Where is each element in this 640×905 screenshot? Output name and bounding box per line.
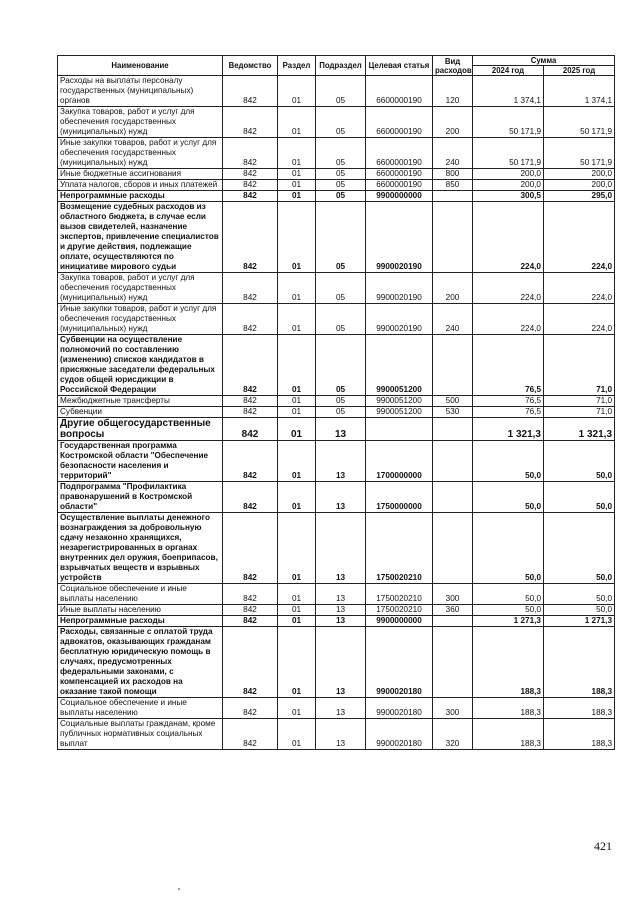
cell-name: Иные выплаты населению [58,605,223,616]
cell-sum-2025: 1 271,3 [544,616,615,627]
table-row [58,627,615,698]
col-2024-header: 2024 год [473,66,544,76]
cell-podrazdel: 13 [316,513,366,584]
cell-razdel: 01 [278,482,316,513]
cell-tselevaya: 1750020210 [366,584,433,605]
cell-vid [433,191,473,202]
budget-document [57,55,614,750]
cell-sum-2024: 76,5 [473,407,544,418]
cell-tselevaya: 9900020190 [366,273,433,304]
table-row [58,407,615,418]
table-row [58,513,615,584]
cell-vid: 300 [433,698,473,719]
cell-razdel: 01 [278,616,316,627]
cell-razdel: 01 [278,627,316,698]
cell-vedomstvo: 842 [223,138,278,169]
cell-vid [433,627,473,698]
cell-sum-2025: 50 171,9 [544,138,615,169]
table-row [58,719,615,750]
col-summa-header: Сумма [473,56,615,66]
cell-sum-2024: 50 171,9 [473,107,544,138]
cell-razdel: 01 [278,180,316,191]
cell-name: Закупка товаров, работ и услуг для обеспечения государственных (муниципальных) нужд [58,107,223,138]
table-row [58,605,615,616]
cell-podrazdel: 13 [316,605,366,616]
cell-name: Субвенции на осуществление полномочий по составлению (изменению) списков кандидатов в присяжные заседатели федеральных судов общей юрисдикции в Российской Федерации [58,335,223,396]
table-header [58,56,615,76]
cell-sum-2024: 224,0 [473,202,544,273]
cell-vid [433,482,473,513]
cell-name: Иные бюджетные ассигнования [58,169,223,180]
cell-vedomstvo: 842 [223,76,278,107]
cell-sum-2025: 224,0 [544,202,615,273]
budget-table [57,55,615,750]
cell-vedomstvo: 842 [223,627,278,698]
cell-tselevaya: 6600000190 [366,169,433,180]
cell-vid: 530 [433,407,473,418]
cell-name: Государственная программа Костромской области "Обеспечение безопасности населения и территорий" [58,441,223,482]
cell-sum-2025: 188,3 [544,627,615,698]
table-body [58,76,615,750]
cell-podrazdel: 13 [316,482,366,513]
cell-tselevaya: 9900020180 [366,698,433,719]
cell-vid: 800 [433,169,473,180]
cell-vedomstvo: 842 [223,304,278,335]
cell-name: Социальные выплаты гражданам, кроме публичных нормативных социальных выплат [58,719,223,750]
cell-name: Осуществление выплаты денежного вознаграждения за добровольную сдачу незаконно хранящихся, незарегистрированных в органах внутренних дел оружия, боеприпасов, взрывчатых веществ и взрывных устройств [58,513,223,584]
cell-tselevaya: 9900020180 [366,719,433,750]
cell-vedomstvo: 842 [223,335,278,396]
col-vedomstvo-header: Ведомство [223,56,278,76]
cell-razdel: 01 [278,418,316,441]
cell-name: Субвенции [58,407,223,418]
cell-vid: 320 [433,719,473,750]
table-row [58,180,615,191]
cell-tselevaya: 1750020210 [366,513,433,584]
cell-sum-2024: 50,0 [473,441,544,482]
cell-tselevaya: 9900020190 [366,202,433,273]
cell-sum-2025: 200,0 [544,169,615,180]
cell-sum-2024: 224,0 [473,273,544,304]
cell-tselevaya: 1750020210 [366,605,433,616]
cell-vedomstvo: 842 [223,698,278,719]
cell-razdel: 01 [278,584,316,605]
cell-sum-2025: 50,0 [544,482,615,513]
cell-razdel: 01 [278,169,316,180]
cell-sum-2024: 1 321,3 [473,418,544,441]
table-row [58,616,615,627]
cell-sum-2024: 188,3 [473,719,544,750]
col-tselevaya-header: Целевая статья [366,56,433,76]
cell-name: Иные закупки товаров, работ и услуг для обеспечения государственных (муниципальных) нужд [58,138,223,169]
cell-podrazdel: 05 [316,180,366,191]
cell-vedomstvo: 842 [223,418,278,441]
cell-name: Возмещение судебных расходов из областного бюджета, в случае если вызов свидетелей, назначение экспертов, привлечение специалистов и другие действия, подлежащие оплате, осуществляются по инициативе мирового судьи [58,202,223,273]
col-name-header: Наименование [58,56,223,76]
cell-vid [433,616,473,627]
cell-podrazdel: 05 [316,335,366,396]
cell-sum-2025: 188,3 [544,719,615,750]
cell-vid: 240 [433,304,473,335]
cell-sum-2024: 188,3 [473,627,544,698]
cell-sum-2024: 1 271,3 [473,616,544,627]
cell-sum-2024: 50,0 [473,584,544,605]
cell-vedomstvo: 842 [223,441,278,482]
cell-vedomstvo: 842 [223,719,278,750]
cell-vid: 200 [433,107,473,138]
cell-sum-2024: 50,0 [473,513,544,584]
cell-name: Социальное обеспечение и иные выплаты населению [58,698,223,719]
cell-name: Другие общегосударственные вопросы [58,418,223,441]
cell-name: Непрограммные расходы [58,191,223,202]
cell-vedomstvo: 842 [223,584,278,605]
cell-vid [433,441,473,482]
cell-name: Непрограммные расходы [58,616,223,627]
cell-razdel: 01 [278,719,316,750]
cell-razdel: 01 [278,441,316,482]
page-number: 421 [594,839,612,853]
cell-name: Иные закупки товаров, работ и услуг для обеспечения государственных (муниципальных) нужд [58,304,223,335]
cell-sum-2025: 71,0 [544,335,615,396]
cell-tselevaya: 6600000190 [366,180,433,191]
cell-tselevaya: 9900020190 [366,304,433,335]
cell-tselevaya: 9900020180 [366,627,433,698]
cell-sum-2025: 50,0 [544,441,615,482]
cell-sum-2025: 295,0 [544,191,615,202]
table-row [58,482,615,513]
table-row [58,335,615,396]
cell-sum-2024: 50,0 [473,605,544,616]
cell-name: Социальное обеспечение и иные выплаты населению [58,584,223,605]
table-row [58,584,615,605]
cell-podrazdel: 05 [316,191,366,202]
cell-podrazdel: 13 [316,616,366,627]
cell-razdel: 01 [278,76,316,107]
cell-podrazdel: 05 [316,273,366,304]
cell-vid [433,335,473,396]
cell-sum-2025: 50,0 [544,584,615,605]
cell-vid: 200 [433,273,473,304]
cell-sum-2024: 50 171,9 [473,138,544,169]
table-row [58,76,615,107]
table-row [58,191,615,202]
cell-tselevaya: 6600000190 [366,107,433,138]
cell-vedomstvo: 842 [223,396,278,407]
cell-podrazdel: 05 [316,396,366,407]
cell-sum-2025: 50,0 [544,605,615,616]
cell-vedomstvo: 842 [223,616,278,627]
cell-sum-2024: 200,0 [473,180,544,191]
cell-razdel: 01 [278,191,316,202]
cell-razdel: 01 [278,273,316,304]
cell-sum-2025: 1 374,1 [544,76,615,107]
cell-tselevaya: 9900051200 [366,396,433,407]
cell-vedomstvo: 842 [223,180,278,191]
table-row [58,169,615,180]
cell-vedomstvo: 842 [223,191,278,202]
table-row [58,273,615,304]
cell-razdel: 01 [278,304,316,335]
cell-tselevaya: 1750000000 [366,482,433,513]
cell-sum-2025: 71,0 [544,407,615,418]
cell-razdel: 01 [278,396,316,407]
cell-vedomstvo: 842 [223,407,278,418]
cell-vid: 850 [433,180,473,191]
cell-sum-2024: 76,5 [473,335,544,396]
cell-podrazdel: 05 [316,76,366,107]
cell-tselevaya: 9900051200 [366,407,433,418]
cell-tselevaya: 9900000000 [366,616,433,627]
table-row [58,138,615,169]
cell-tselevaya: 9900000000 [366,191,433,202]
cell-podrazdel: 13 [316,719,366,750]
cell-podrazdel: 05 [316,169,366,180]
cell-sum-2025: 224,0 [544,304,615,335]
cell-sum-2024: 224,0 [473,304,544,335]
cell-tselevaya: 1700000000 [366,441,433,482]
cell-vedomstvo: 842 [223,605,278,616]
cell-podrazdel: 13 [316,627,366,698]
cell-podrazdel: 05 [316,407,366,418]
cell-name: Межбюджетные трансферты [58,396,223,407]
cell-sum-2024: 76,5 [473,396,544,407]
cell-sum-2025: 200,0 [544,180,615,191]
cell-sum-2024: 188,3 [473,698,544,719]
cell-tselevaya [366,418,433,441]
cell-podrazdel: 05 [316,304,366,335]
cell-sum-2024: 1 374,1 [473,76,544,107]
cell-vedomstvo: 842 [223,107,278,138]
cell-name: Расходы на выплаты персоналу государственных (муниципальных) органов [58,76,223,107]
scan-speck [178,888,180,890]
col-razdel-header: Раздел [278,56,316,76]
cell-tselevaya: 6600000190 [366,76,433,107]
col-vid-header: Вид расходов [433,56,473,76]
cell-razdel: 01 [278,698,316,719]
cell-name: Закупка товаров, работ и услуг для обеспечения государственных (муниципальных) нужд [58,273,223,304]
cell-vid [433,418,473,441]
table-row [58,396,615,407]
cell-sum-2025: 188,3 [544,698,615,719]
cell-podrazdel: 05 [316,202,366,273]
cell-podrazdel: 05 [316,107,366,138]
cell-sum-2025: 50 171,9 [544,107,615,138]
cell-sum-2025: 224,0 [544,273,615,304]
cell-name: Уплата налогов, сборов и иных платежей [58,180,223,191]
table-row [58,698,615,719]
col-podrazdel-header: Подраздел [316,56,366,76]
table-row [58,107,615,138]
cell-vedomstvo: 842 [223,482,278,513]
cell-sum-2025: 1 321,3 [544,418,615,441]
cell-podrazdel: 13 [316,584,366,605]
cell-name: Подпрограмма "Профилактика правонарушений в Костромской области" [58,482,223,513]
table-row [58,418,615,441]
cell-sum-2025: 71,0 [544,396,615,407]
cell-tselevaya: 9900051200 [366,335,433,396]
cell-sum-2024: 50,0 [473,482,544,513]
cell-sum-2024: 200,0 [473,169,544,180]
cell-name: Расходы, связанные с оплатой труда адвокатов, оказывающих гражданам бесплатную юридическую помощь в случаях, предусмотренных федеральными законами, с компенсацией их расходов на оказание такой помощи [58,627,223,698]
table-row [58,202,615,273]
cell-vid [433,202,473,273]
table-row [58,441,615,482]
cell-razdel: 01 [278,138,316,169]
cell-razdel: 01 [278,407,316,418]
cell-tselevaya: 6600000190 [366,138,433,169]
cell-vedomstvo: 842 [223,273,278,304]
cell-razdel: 01 [278,335,316,396]
cell-razdel: 01 [278,605,316,616]
table-row [58,304,615,335]
cell-vedomstvo: 842 [223,202,278,273]
cell-vid: 500 [433,396,473,407]
cell-razdel: 01 [278,513,316,584]
cell-razdel: 01 [278,107,316,138]
cell-podrazdel: 13 [316,418,366,441]
cell-vid: 120 [433,76,473,107]
cell-podrazdel: 13 [316,698,366,719]
cell-podrazdel: 13 [316,441,366,482]
cell-vedomstvo: 842 [223,169,278,180]
cell-vid: 360 [433,605,473,616]
cell-podrazdel: 05 [316,138,366,169]
cell-sum-2025: 50,0 [544,513,615,584]
cell-vid: 300 [433,584,473,605]
cell-sum-2024: 300,5 [473,191,544,202]
cell-vedomstvo: 842 [223,513,278,584]
cell-razdel: 01 [278,202,316,273]
cell-vid: 240 [433,138,473,169]
cell-vid [433,513,473,584]
col-2025-header: 2025 год [544,66,615,76]
